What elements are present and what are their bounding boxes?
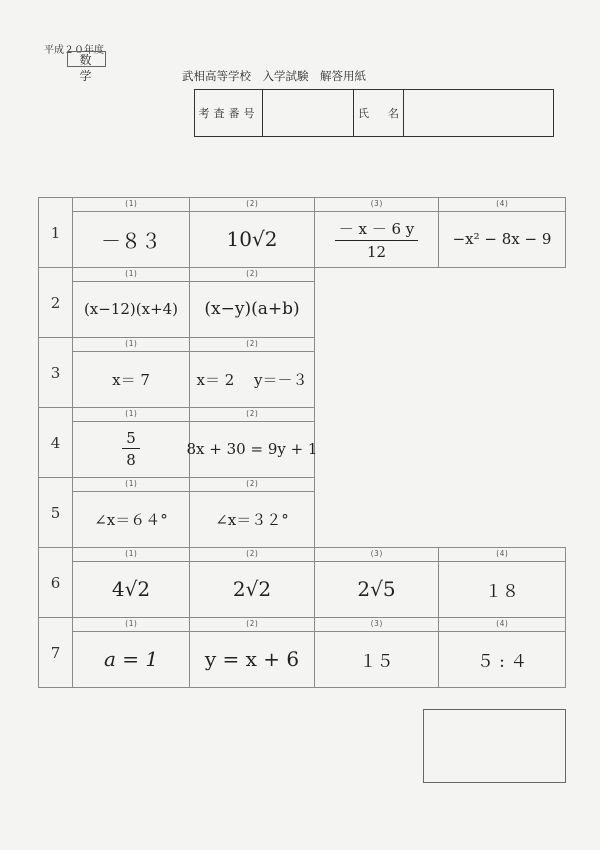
answer-cell[interactable]	[438, 547, 566, 618]
answer-cell[interactable]	[189, 267, 315, 338]
answer-cell[interactable]	[72, 337, 190, 408]
answer-value: 4√2	[111, 577, 151, 601]
answer-label: (2)	[190, 478, 314, 492]
answer-value	[315, 211, 438, 267]
answer-cell[interactable]	[438, 197, 566, 268]
answer-label: (2)	[190, 268, 314, 282]
answer-label: (1)	[73, 268, 189, 282]
answer-value: x＝ 2 y＝－３	[196, 370, 308, 389]
answer-label: (3)	[315, 548, 438, 562]
answer-cell[interactable]	[72, 197, 190, 268]
answer-value	[73, 421, 189, 477]
question-number: 2	[38, 267, 73, 338]
answer-value: 2√5	[357, 577, 396, 601]
answer-value: 10√2	[226, 227, 278, 251]
answer-cell[interactable]	[189, 477, 315, 548]
name-label	[354, 90, 404, 136]
answer-cell[interactable]	[189, 547, 315, 618]
fraction	[335, 218, 419, 261]
answer-cell[interactable]	[314, 547, 439, 618]
answer-label: (3)	[315, 618, 438, 632]
answer-label: (4)	[439, 198, 565, 212]
page-title: 武相高等学校 入学試験 解答用紙	[182, 69, 366, 83]
answer-cell[interactable]	[72, 407, 190, 478]
question-number: 4	[38, 407, 73, 478]
answer-value: ５ : ４	[476, 651, 528, 672]
answer-label: (1)	[73, 548, 189, 562]
answer-cell[interactable]	[314, 197, 439, 268]
exam-year: 平成２０年度	[44, 45, 104, 56]
answer-label: (4)	[439, 548, 565, 562]
answer-cell[interactable]	[72, 267, 190, 338]
score-box[interactable]	[423, 709, 566, 783]
answer-label: (2)	[190, 548, 314, 562]
answer-label: (2)	[190, 198, 314, 212]
answer-cell[interactable]	[314, 617, 439, 688]
answer-label: (3)	[315, 198, 438, 212]
question-number: 3	[38, 337, 73, 408]
answer-value: −x² − 8x − 9	[452, 230, 552, 248]
exam-number-field[interactable]	[263, 90, 354, 136]
answer-cell[interactable]	[189, 337, 315, 408]
answer-value: ∠x＝３２°	[215, 510, 289, 529]
answer-label: (1)	[73, 478, 189, 492]
answer-cell[interactable]	[72, 617, 190, 688]
answer-label: (2)	[190, 618, 314, 632]
answer-cell[interactable]	[438, 617, 566, 688]
answer-label: (1)	[73, 408, 189, 422]
question-number: 7	[38, 617, 73, 688]
answer-cell[interactable]	[72, 477, 190, 548]
answer-cell[interactable]	[186, 407, 318, 478]
fraction	[122, 429, 140, 469]
answer-value: 2√2	[232, 577, 272, 601]
answer-value	[73, 631, 189, 687]
subject-box: 数学	[67, 51, 106, 67]
answer-cell[interactable]	[189, 617, 315, 688]
question-number: 5	[38, 477, 73, 548]
fraction-denominator: 12	[366, 242, 387, 261]
answer-value: １５	[359, 651, 394, 672]
id-box	[194, 89, 554, 137]
answer-value: ∠x＝６４°	[94, 510, 168, 529]
name-field[interactable]	[404, 90, 553, 136]
answer-value-text: a = 1	[103, 647, 159, 671]
question-number: 1	[38, 197, 73, 268]
answer-label: (1)	[73, 618, 189, 632]
answer-value: 8x + 30 = 9y + 1	[186, 440, 318, 458]
answer-label: (2)	[190, 408, 314, 422]
answer-label: (1)	[73, 198, 189, 212]
answer-value: (x−y)(a+b)	[204, 299, 300, 319]
answer-grid	[38, 197, 566, 688]
answer-cell[interactable]	[72, 547, 190, 618]
question-number: 6	[38, 547, 73, 618]
answer-value: １８	[485, 581, 519, 602]
answer-value: －８３	[101, 228, 161, 253]
answer-cell[interactable]	[189, 197, 315, 268]
answer-label: (4)	[439, 618, 565, 632]
name-label-part1: 氏	[358, 107, 369, 120]
fraction-numerator: － x － 6 y	[335, 218, 419, 241]
exam-number-label: 考査番号	[195, 90, 263, 136]
answer-label: (2)	[190, 338, 314, 352]
fraction-numerator: 5	[122, 429, 140, 449]
answer-value: x＝ 7	[112, 370, 150, 389]
name-label-part2: 名	[388, 107, 399, 120]
answer-value: (x−12)(x+4)	[83, 300, 179, 318]
fraction-denominator: 8	[126, 451, 136, 469]
answer-label: (1)	[73, 338, 189, 352]
answer-value: y = x + 6	[204, 647, 300, 671]
